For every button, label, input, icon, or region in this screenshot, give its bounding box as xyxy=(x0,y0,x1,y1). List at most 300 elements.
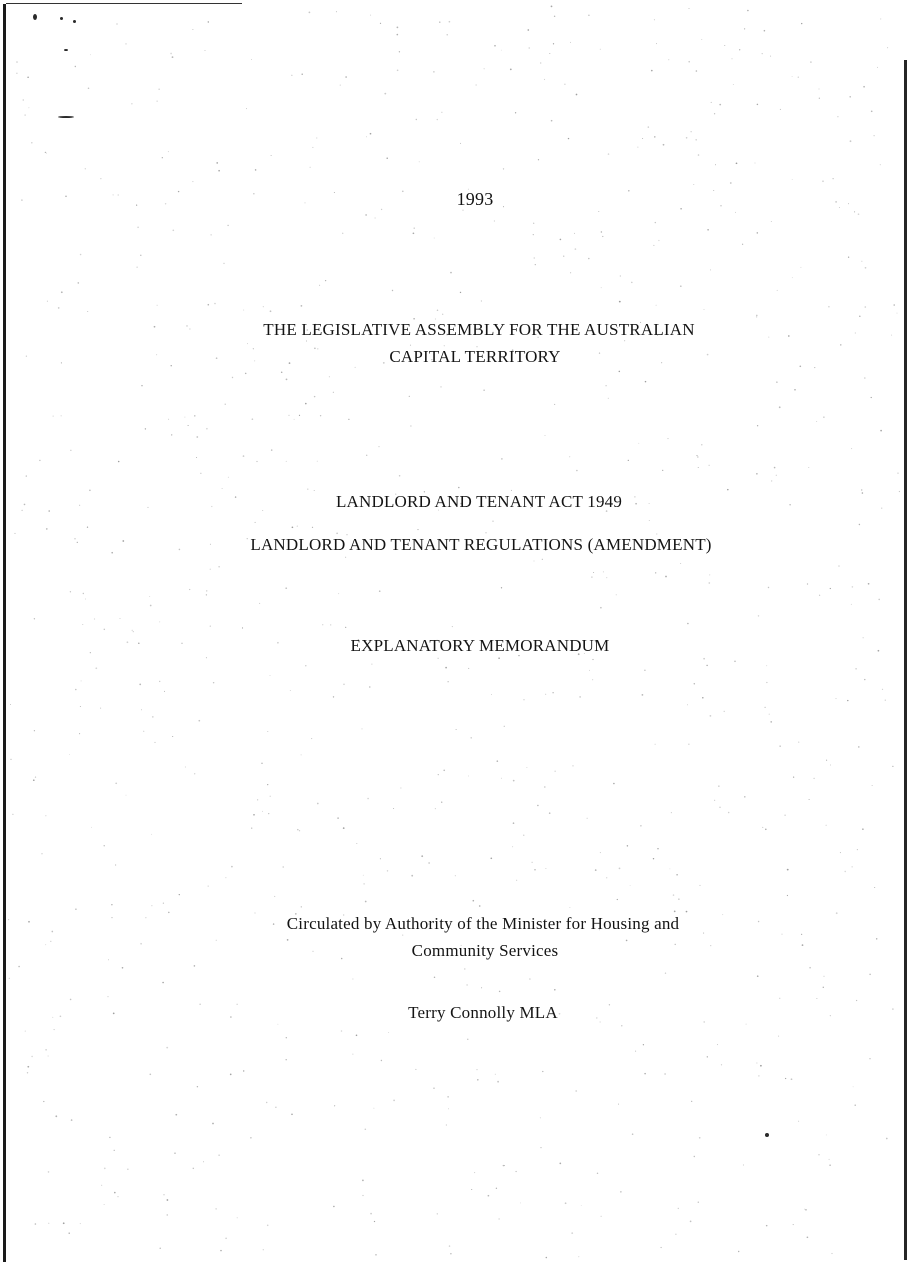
scan-speck xyxy=(589,670,590,671)
scan-speck xyxy=(333,1206,334,1207)
scan-speck xyxy=(523,699,524,700)
scan-speck xyxy=(356,1035,358,1037)
scan-speck xyxy=(865,267,867,269)
scan-speck xyxy=(61,415,62,416)
scan-speck xyxy=(798,742,799,743)
scan-speck xyxy=(688,61,690,63)
scan-speck xyxy=(858,746,860,748)
scan-speck xyxy=(698,154,700,156)
scan-speck xyxy=(198,720,200,722)
scan-speck xyxy=(225,877,226,878)
scan-speck xyxy=(460,292,461,293)
scan-speck xyxy=(649,520,650,521)
scan-speck xyxy=(345,627,346,628)
scan-speck xyxy=(520,1202,521,1203)
scan-speck xyxy=(787,895,788,896)
scan-speck xyxy=(150,605,152,607)
scan-speck xyxy=(159,89,160,90)
scan-speck xyxy=(468,776,469,777)
scan-speck xyxy=(445,667,447,669)
scan-speck xyxy=(632,1133,634,1135)
scan-speck xyxy=(301,305,303,307)
scan-speck xyxy=(275,1107,276,1108)
scan-speck xyxy=(375,217,376,218)
scan-speck xyxy=(288,415,289,416)
scan-speck xyxy=(274,896,275,897)
scan-speck xyxy=(653,858,654,859)
scan-speck xyxy=(711,102,712,103)
scan-speck xyxy=(140,255,141,256)
scan-speck xyxy=(100,708,101,709)
scan-speck xyxy=(80,1223,81,1224)
scan-speck xyxy=(227,225,228,226)
scan-speck xyxy=(569,456,570,457)
scan-speck xyxy=(194,773,195,774)
scan-speck xyxy=(504,726,505,727)
scan-speck xyxy=(371,664,372,665)
scan-speck xyxy=(374,1221,375,1222)
scan-speck xyxy=(203,1161,204,1162)
scan-speck xyxy=(756,315,758,317)
scan-speck xyxy=(441,802,442,803)
scan-speck xyxy=(813,778,814,779)
scan-speck xyxy=(132,630,133,631)
scan-speck xyxy=(210,626,211,627)
scan-speck xyxy=(691,1101,692,1102)
scan-speck xyxy=(285,587,287,589)
scan-speck xyxy=(810,61,812,63)
scan-speck xyxy=(581,1205,582,1206)
scan-speck xyxy=(336,11,337,12)
scan-speck xyxy=(114,1150,115,1151)
scan-speck xyxy=(54,1029,55,1030)
scan-speck xyxy=(58,307,60,309)
scan-speck xyxy=(744,796,745,797)
scan-speck xyxy=(593,572,594,573)
scan-speck xyxy=(225,404,226,405)
scan-speck xyxy=(690,1221,692,1223)
scan-speck xyxy=(538,159,539,160)
scan-speck xyxy=(631,282,633,284)
scan-speck xyxy=(271,449,272,450)
scan-speck xyxy=(433,71,434,72)
scan-speck xyxy=(837,116,838,117)
scan-speck xyxy=(571,1232,573,1234)
scan-speck xyxy=(218,1154,220,1156)
scan-speck xyxy=(87,311,88,312)
scan-speck xyxy=(689,8,690,9)
scan-speck xyxy=(648,126,649,127)
scan-speck xyxy=(826,1134,827,1135)
scan-speck xyxy=(325,280,326,281)
scan-speck xyxy=(352,978,353,979)
scan-speck xyxy=(515,1171,516,1172)
scan-speck xyxy=(310,167,311,168)
scan-speck xyxy=(621,1025,622,1026)
scan-speck xyxy=(770,56,771,57)
scan-speck xyxy=(127,1169,128,1170)
scan-speck xyxy=(39,460,40,461)
scan-speck xyxy=(670,869,671,870)
scan-speck xyxy=(840,852,841,853)
scan-speck xyxy=(814,367,815,368)
scan-speck xyxy=(680,563,681,564)
scan-speck xyxy=(757,425,758,426)
scan-speck xyxy=(108,996,109,997)
scan-speck xyxy=(754,162,755,163)
scan-speck xyxy=(18,966,20,968)
scan-speck xyxy=(714,113,715,114)
scan-speck xyxy=(348,419,349,420)
scan-speck xyxy=(635,1051,636,1052)
scan-speck xyxy=(208,885,209,886)
scan-speck xyxy=(397,27,399,29)
scan-speck xyxy=(491,694,492,695)
scan-speck xyxy=(33,779,35,781)
scan-speck xyxy=(379,590,381,592)
scan-speck xyxy=(290,690,291,691)
scan-speck xyxy=(172,56,174,58)
scan-speck xyxy=(549,812,551,814)
scan-speck xyxy=(766,682,767,683)
scan-speck xyxy=(157,101,158,102)
scan-speck xyxy=(638,443,639,444)
scan-speck xyxy=(784,814,785,815)
scan-speck xyxy=(766,665,767,666)
scan-speck xyxy=(801,23,802,24)
scan-speck xyxy=(564,84,565,85)
scan-speck xyxy=(762,827,763,828)
scan-speck xyxy=(46,153,47,154)
scan-speck xyxy=(277,1024,278,1025)
scan-speck xyxy=(563,256,564,257)
scan-speck xyxy=(352,1054,353,1055)
scan-speck xyxy=(645,381,647,383)
scan-speck xyxy=(853,1086,854,1087)
scan-speck xyxy=(251,59,252,60)
scan-speck xyxy=(630,885,631,886)
scan-speck xyxy=(366,455,367,456)
scan-speck xyxy=(206,657,207,658)
scan-speck xyxy=(886,1138,888,1140)
scan-speck xyxy=(281,371,283,373)
scan-speck xyxy=(542,559,543,560)
scan-speck xyxy=(710,715,712,717)
scan-speck xyxy=(75,908,77,910)
scan-speck xyxy=(410,425,411,426)
scan-speck xyxy=(892,766,893,767)
scan-speck xyxy=(126,795,127,796)
scan-speck xyxy=(477,1069,478,1070)
scan-speck xyxy=(694,1156,695,1157)
scan-speck xyxy=(551,6,553,8)
scan-speck xyxy=(606,577,607,578)
scan-speck xyxy=(69,1233,70,1234)
scan-speck xyxy=(104,1204,105,1205)
scan-speck xyxy=(343,827,345,829)
scan-speck xyxy=(393,1100,395,1102)
scan-speck xyxy=(746,1024,747,1025)
scan-speck xyxy=(807,1236,809,1238)
scan-speck xyxy=(149,1073,151,1075)
scan-speck xyxy=(305,665,306,666)
scan-speck xyxy=(549,53,550,54)
scan-speck xyxy=(560,239,562,241)
scan-speck xyxy=(766,1225,768,1227)
scan-speck xyxy=(341,1030,343,1032)
scan-speck xyxy=(529,47,530,48)
scan-speck xyxy=(865,306,867,308)
scan-speck xyxy=(499,991,501,993)
scan-speck xyxy=(214,303,216,305)
scan-speck xyxy=(434,977,435,978)
scan-speck xyxy=(776,382,777,383)
scan-speck xyxy=(724,711,725,712)
scan-speck xyxy=(448,681,449,682)
scan-speck xyxy=(95,667,97,669)
scan-speck xyxy=(101,1185,102,1186)
scan-speck xyxy=(45,815,46,816)
scan-speck xyxy=(333,392,334,393)
scan-speck xyxy=(544,786,546,788)
scan-speck xyxy=(537,805,538,806)
scan-speck xyxy=(534,257,535,258)
scan-speck xyxy=(299,830,300,831)
scan-speck xyxy=(267,731,268,732)
scan-speck xyxy=(554,989,556,991)
scan-speck xyxy=(253,814,255,816)
scan-speck xyxy=(871,110,873,112)
scan-speck xyxy=(336,533,338,535)
scan-speck xyxy=(109,1137,110,1138)
scan-speck xyxy=(533,234,534,235)
scan-speck xyxy=(771,480,772,481)
scan-speck xyxy=(637,147,638,148)
scan-speck xyxy=(658,240,659,241)
scan-speck xyxy=(168,912,170,914)
scan-speck xyxy=(386,158,387,159)
scan-speck xyxy=(329,376,330,377)
scan-speck xyxy=(798,1121,799,1122)
scan-speck xyxy=(762,53,763,54)
scan-speck xyxy=(513,822,515,824)
scan-speck xyxy=(163,1194,164,1195)
scan-speck xyxy=(185,767,186,768)
scan-speck xyxy=(553,43,554,44)
scan-speck xyxy=(70,450,71,451)
scan-speck xyxy=(758,1075,759,1076)
scan-speck xyxy=(871,397,872,398)
scan-speck xyxy=(116,23,117,24)
scan-speck xyxy=(137,226,139,228)
scan-speck xyxy=(365,214,366,215)
scan-speck xyxy=(791,1078,793,1080)
scan-speck xyxy=(286,379,288,381)
scan-speck xyxy=(744,28,745,29)
scan-speck xyxy=(687,704,688,705)
scan-speck xyxy=(793,776,794,777)
scan-speck xyxy=(82,624,83,625)
scan-speck xyxy=(464,968,465,969)
scan-speck xyxy=(503,168,504,169)
scan-speck xyxy=(243,455,245,457)
scan-speck xyxy=(292,526,294,528)
scan-speck xyxy=(152,716,154,718)
scan-speck xyxy=(694,683,695,684)
scan-speck xyxy=(710,269,711,270)
scan-speck xyxy=(674,911,676,913)
scan-speck xyxy=(668,59,669,60)
scan-speck xyxy=(225,1238,227,1240)
scan-speck xyxy=(286,461,287,462)
scan-speck xyxy=(213,682,214,683)
scan-speck xyxy=(417,529,418,530)
scan-speck xyxy=(270,675,271,676)
scan-speck xyxy=(316,137,317,138)
scan-speck xyxy=(399,475,401,477)
scan-speck xyxy=(678,1208,679,1209)
scan-speck xyxy=(686,137,688,139)
scan-speck xyxy=(758,615,759,616)
scan-speck xyxy=(205,50,206,51)
scan-speck xyxy=(449,21,451,23)
scan-speck xyxy=(794,389,796,391)
scan-speck xyxy=(757,232,759,234)
scan-speck xyxy=(411,875,413,877)
scan-speck xyxy=(311,738,312,739)
scan-speck xyxy=(168,151,169,152)
scan-speck xyxy=(369,686,370,687)
scan-speck xyxy=(220,1250,221,1251)
scan-speck xyxy=(653,245,654,246)
scan-speck xyxy=(665,576,667,578)
scan-speck xyxy=(736,162,738,164)
scan-speck xyxy=(893,304,895,306)
scan-speck xyxy=(149,596,150,597)
scan-speck xyxy=(481,987,482,988)
scan-speck xyxy=(151,834,152,835)
scan-speck xyxy=(552,692,553,693)
scan-speck xyxy=(141,385,143,387)
scan-speck xyxy=(89,490,91,492)
scan-speck xyxy=(61,291,63,293)
scan-speck xyxy=(613,783,615,785)
scan-speck xyxy=(526,767,527,768)
scan-speck xyxy=(14,533,15,534)
scan-speck xyxy=(263,306,264,307)
scan-speck xyxy=(46,528,48,530)
scan-speck xyxy=(174,1152,175,1153)
scan-speck xyxy=(819,98,820,99)
scan-speck xyxy=(75,689,77,691)
scan-speck xyxy=(605,385,606,386)
scan-speck xyxy=(880,18,881,19)
scan-speck xyxy=(654,19,655,20)
scan-speck xyxy=(770,721,772,723)
scan-speck xyxy=(301,906,302,907)
scan-speck xyxy=(75,66,76,67)
scan-speck xyxy=(421,855,423,857)
scan-speck xyxy=(540,1117,541,1118)
scan-speck xyxy=(807,583,808,584)
scan-speck xyxy=(218,566,219,567)
scan-speck xyxy=(419,161,420,162)
scan-speck xyxy=(872,785,873,786)
scan-speck xyxy=(334,1105,335,1106)
scan-speck xyxy=(697,456,699,458)
scan-speck xyxy=(696,70,698,72)
scan-speck xyxy=(702,697,704,699)
scan-speck xyxy=(455,875,456,876)
scan-speck xyxy=(642,138,643,139)
scan-speck xyxy=(456,729,457,730)
scan-speck xyxy=(527,29,529,31)
scan-speck xyxy=(643,1044,644,1045)
scan-speck xyxy=(880,430,882,432)
scan-speck xyxy=(206,590,207,591)
scan-speck xyxy=(31,1056,32,1057)
scan-speck xyxy=(115,782,117,784)
scan-speck xyxy=(619,301,621,303)
scan-speck xyxy=(216,162,218,164)
scan-speck xyxy=(592,659,593,660)
scan-speck xyxy=(523,835,524,836)
scan-speck xyxy=(151,905,152,906)
scan-speck xyxy=(709,465,710,466)
scan-speck xyxy=(243,1070,244,1071)
scan-speck xyxy=(172,229,174,231)
scan-speck xyxy=(620,275,621,276)
scan-speck xyxy=(778,1036,779,1037)
scan-speck xyxy=(366,136,367,137)
scan-speck xyxy=(48,1223,49,1224)
scan-speck xyxy=(490,857,492,859)
scan-speck xyxy=(719,104,721,106)
scan-speck xyxy=(534,561,535,562)
scan-speck xyxy=(848,257,849,258)
scan-speck xyxy=(510,69,512,71)
scan-speck xyxy=(512,846,513,847)
scan-speck xyxy=(25,1031,26,1032)
scan-speck xyxy=(603,571,604,572)
scan-speck xyxy=(693,184,694,185)
scan-speck xyxy=(591,576,592,577)
scan-speck xyxy=(874,135,875,136)
scan-speck xyxy=(450,1253,451,1254)
scan-speck xyxy=(819,595,820,596)
scan-speck xyxy=(387,870,388,871)
scan-speck xyxy=(470,737,471,738)
scan-speck xyxy=(79,733,80,734)
scan-speck xyxy=(608,153,610,155)
scan-speck xyxy=(701,39,702,40)
scan-speck xyxy=(656,43,657,44)
scan-speck xyxy=(16,73,17,74)
scan-speck xyxy=(780,109,781,110)
scan-speck xyxy=(243,310,244,311)
scan-speck xyxy=(644,1073,646,1075)
scan-speck xyxy=(175,1114,177,1116)
scan-speck xyxy=(297,829,299,831)
scan-speck xyxy=(835,698,836,699)
scan-speck xyxy=(779,406,781,408)
scan-speck xyxy=(210,234,211,235)
scan-speck xyxy=(676,874,678,876)
scan-speck xyxy=(397,69,399,71)
scan-speck xyxy=(27,1066,29,1068)
scan-speck xyxy=(535,264,536,265)
assembly-title-line-1: THE LEGISLATIVE ASSEMBLY FOR THE AUSTRALIAN xyxy=(263,320,695,339)
